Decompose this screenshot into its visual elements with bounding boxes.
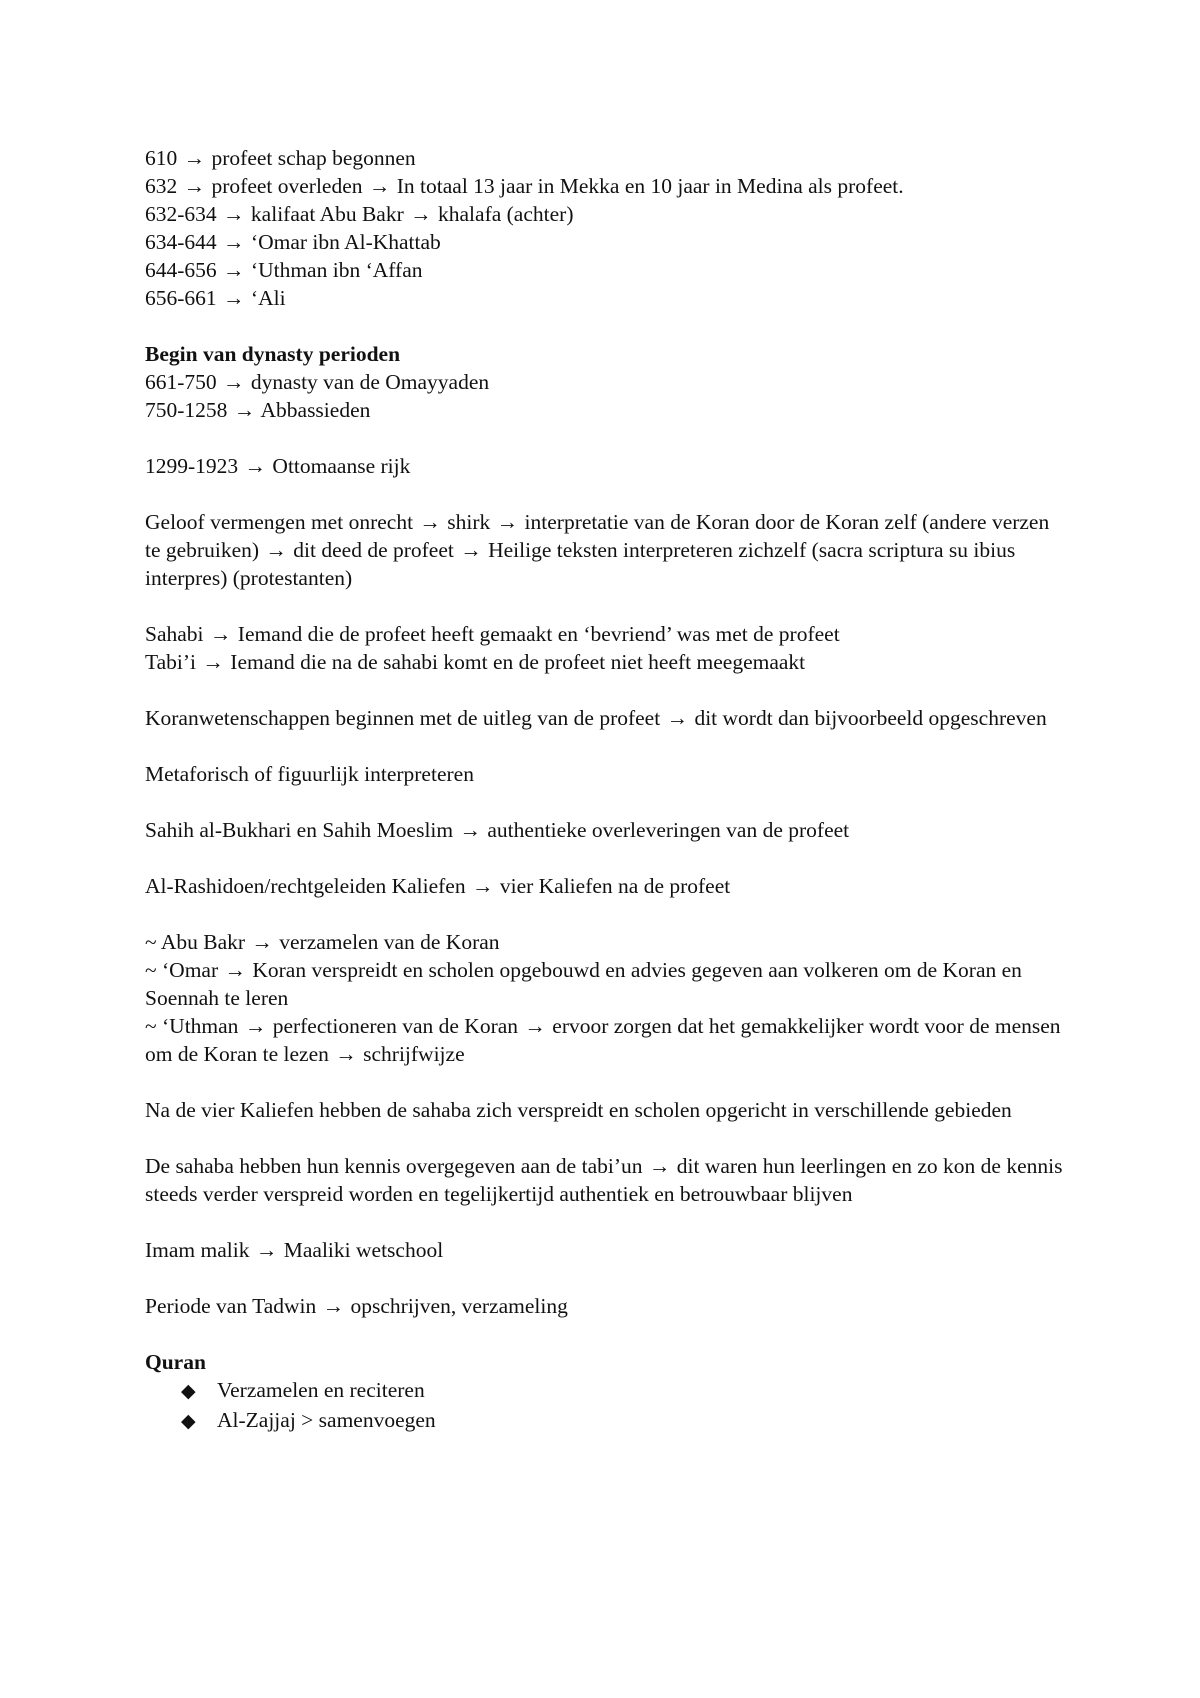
- timeline-line: [145, 284, 1065, 312]
- timeline-part: 632: [145, 174, 178, 198]
- diamond-bullet-icon: ◆: [181, 1411, 196, 1432]
- timeline-part: 656-661: [145, 286, 217, 310]
- arrow-icon: →: [496, 510, 519, 534]
- ottoman-part: 1299-1923: [145, 454, 239, 478]
- tadwin-part: Periode van Tadwin: [145, 1294, 317, 1318]
- paragraph-sahih: [145, 816, 1065, 844]
- arrow-icon: →: [419, 510, 441, 534]
- arrow-icon: →: [183, 146, 206, 170]
- arrow-icon: →: [202, 650, 224, 674]
- quran-heading: Quran: [145, 1350, 206, 1374]
- kaliefen-block: [145, 928, 1065, 1068]
- dynasty-line: [145, 396, 1065, 424]
- timeline-part: 644-656: [145, 258, 217, 282]
- timeline-part: profeet overleden: [211, 174, 363, 198]
- dynasty-line: [145, 368, 1065, 396]
- timeline-part: ‘Uthman ibn ‘Affan: [250, 258, 423, 282]
- kalief-part: schrijfwijze: [363, 1042, 465, 1066]
- arrow-icon: →: [666, 706, 689, 730]
- kalief-entry: [145, 1012, 1065, 1068]
- geloof-part: dit deed de profeet: [293, 538, 454, 562]
- imam-part: Maaliki wetschool: [283, 1238, 444, 1262]
- arrow-icon: →: [251, 930, 273, 954]
- dynasty-part: 750-1258: [145, 398, 228, 422]
- rashidoen-part: vier Kaliefen na de profeet: [499, 874, 731, 898]
- sahabi-tabii-block: [145, 620, 1065, 676]
- kalief-part: ~ ‘Uthman: [145, 1014, 239, 1038]
- arrow-icon: →: [223, 370, 245, 394]
- timeline-part: In totaal 13 jaar in Mekka en 10 jaar in Medina als profeet.: [396, 174, 904, 198]
- arrow-icon: →: [410, 202, 432, 226]
- tabii-part: Iemand die na de sahabi komt en de profeet niet heeft meegemaakt: [230, 650, 806, 674]
- sahabi-part: Iemand die de profeet heeft gemaakt en ‘bevriend’ was met de profeet: [237, 622, 840, 646]
- timeline-line: [145, 172, 1065, 200]
- kalief-part: perfectioneren van de Koran: [272, 1014, 519, 1038]
- dynasty-block: [145, 340, 1065, 424]
- arrow-icon: →: [244, 454, 267, 478]
- arrow-icon: →: [648, 1154, 671, 1178]
- arrow-icon: →: [209, 622, 232, 646]
- arrow-icon: →: [368, 174, 391, 198]
- sahih-part: Sahih al-Bukhari en Sahih Moeslim: [145, 818, 454, 842]
- sahaba-part: dit waren hun leerlingen en zo kon de kennis steeds verder verspreid worden en tegelijkertijd authentiek en betrouwbaar blijven: [145, 1154, 1063, 1206]
- sahabi-line: [145, 620, 1065, 648]
- arrow-icon: →: [335, 1042, 357, 1066]
- arrow-icon: →: [223, 202, 245, 226]
- kalief-part: ervoor zorgen dat het gemakkelijker wordt voor de mensen om de Koran te lezen: [145, 1014, 1061, 1066]
- arrow-icon: →: [471, 874, 494, 898]
- paragraph-tadwin: [145, 1292, 1065, 1320]
- geloof-part: Geloof vermengen met onrecht: [145, 510, 414, 534]
- dynasty-part: 661-750: [145, 370, 217, 394]
- quran-bullet-list: [145, 1376, 1065, 1436]
- sahih-part: authentieke overleveringen van de profeet: [487, 818, 850, 842]
- tabii-line: [145, 648, 1065, 676]
- timeline-part: 634-644: [145, 230, 217, 254]
- kalief-part: ~ Abu Bakr: [145, 930, 246, 954]
- sahaba-part: De sahaba hebben hun kennis overgegeven aan de tabi’un: [145, 1154, 643, 1178]
- arrow-icon: →: [223, 286, 245, 310]
- list-item: [181, 1376, 1065, 1406]
- ottoman-part: Ottomaanse rijk: [272, 454, 411, 478]
- sahabi-part: Sahabi: [145, 622, 204, 646]
- timeline-line: [145, 144, 1065, 172]
- kalief-part: ~ ‘Omar: [145, 958, 219, 982]
- arrow-icon: →: [459, 818, 482, 842]
- arrow-icon: →: [224, 958, 246, 982]
- tabii-part: Tabi’i: [145, 650, 197, 674]
- geloof-part: interpretatie van de Koran door de Koran zelf (andere verzen te gebruiken): [145, 510, 1050, 562]
- timeline-part: 610: [145, 146, 178, 170]
- geloof-part: Heilige teksten interpreteren zichzelf (sacra scriptura su ibius interpres) (protestanten): [145, 538, 1016, 590]
- paragraph-koranwetenschappen: [145, 704, 1065, 732]
- diamond-bullet-icon: ◆: [181, 1381, 196, 1402]
- timeline-line: [145, 200, 1065, 228]
- timeline-line: [145, 256, 1065, 284]
- dynasty-part: Abbassieden: [260, 398, 371, 422]
- tadwin-part: opschrijven, verzameling: [350, 1294, 568, 1318]
- kalief-part: Koran verspreidt en scholen opgebouwd en advies gegeven aan volkeren om de Koran en Soennah te leren: [145, 958, 1022, 1010]
- arrow-icon: →: [244, 1014, 267, 1038]
- ottoman-line: [145, 452, 1065, 480]
- timeline-part: profeet schap begonnen: [211, 146, 416, 170]
- arrow-icon: →: [255, 1238, 278, 1262]
- document-page: [145, 144, 1065, 1436]
- paragraph-imam-malik: [145, 1236, 1065, 1264]
- kalief-entry: [145, 928, 1065, 956]
- rashidoen-part: Al-Rashidoen/rechtgeleiden Kaliefen: [145, 874, 466, 898]
- dynasty-heading: Begin van dynasty perioden: [145, 342, 401, 366]
- timeline-part: kalifaat Abu Bakr: [250, 202, 404, 226]
- koranwet-part: dit wordt dan bijvoorbeeld opgeschreven: [694, 706, 1047, 730]
- kalief-entry: [145, 956, 1065, 1012]
- arrow-icon: →: [183, 174, 206, 198]
- koranwet-part: Koranwetenschappen beginnen met de uitleg van de profeet: [145, 706, 661, 730]
- arrow-icon: →: [322, 1294, 345, 1318]
- arrow-icon: →: [524, 1014, 546, 1038]
- kalief-part: verzamelen van de Koran: [279, 930, 500, 954]
- arrow-icon: →: [265, 538, 287, 562]
- imam-part: Imam malik: [145, 1238, 250, 1262]
- timeline-block: [145, 144, 1065, 312]
- timeline-part: ‘Ali: [250, 286, 286, 310]
- timeline-line: [145, 228, 1065, 256]
- timeline-part: khalafa (achter): [438, 202, 574, 226]
- arrow-icon: →: [223, 230, 245, 254]
- geloof-part: shirk: [447, 510, 491, 534]
- dynasty-part: dynasty van de Omayyaden: [250, 370, 490, 394]
- list-item-text: Verzamelen en reciteren: [217, 1378, 425, 1402]
- timeline-part: ‘Omar ibn Al-Khattab: [250, 230, 441, 254]
- paragraph-metaforisch: Metaforisch of figuurlijk interpreteren: [145, 762, 474, 786]
- arrow-icon: →: [460, 538, 482, 562]
- quran-block: [145, 1348, 1065, 1436]
- arrow-icon: →: [233, 398, 256, 422]
- list-item-text: Al-Zajjaj > samenvoegen: [217, 1408, 436, 1432]
- paragraph-na-vier-kaliefen: Na de vier Kaliefen hebben de sahaba zich verspreidt en scholen opgericht in verschillende gebieden: [145, 1098, 1012, 1122]
- arrow-icon: →: [223, 258, 245, 282]
- timeline-part: 632-634: [145, 202, 217, 226]
- paragraph-geloof: [145, 508, 1065, 592]
- paragraph-rashidoen: [145, 872, 1065, 900]
- list-item: [181, 1406, 1065, 1436]
- paragraph-sahaba-kennis: [145, 1152, 1065, 1208]
